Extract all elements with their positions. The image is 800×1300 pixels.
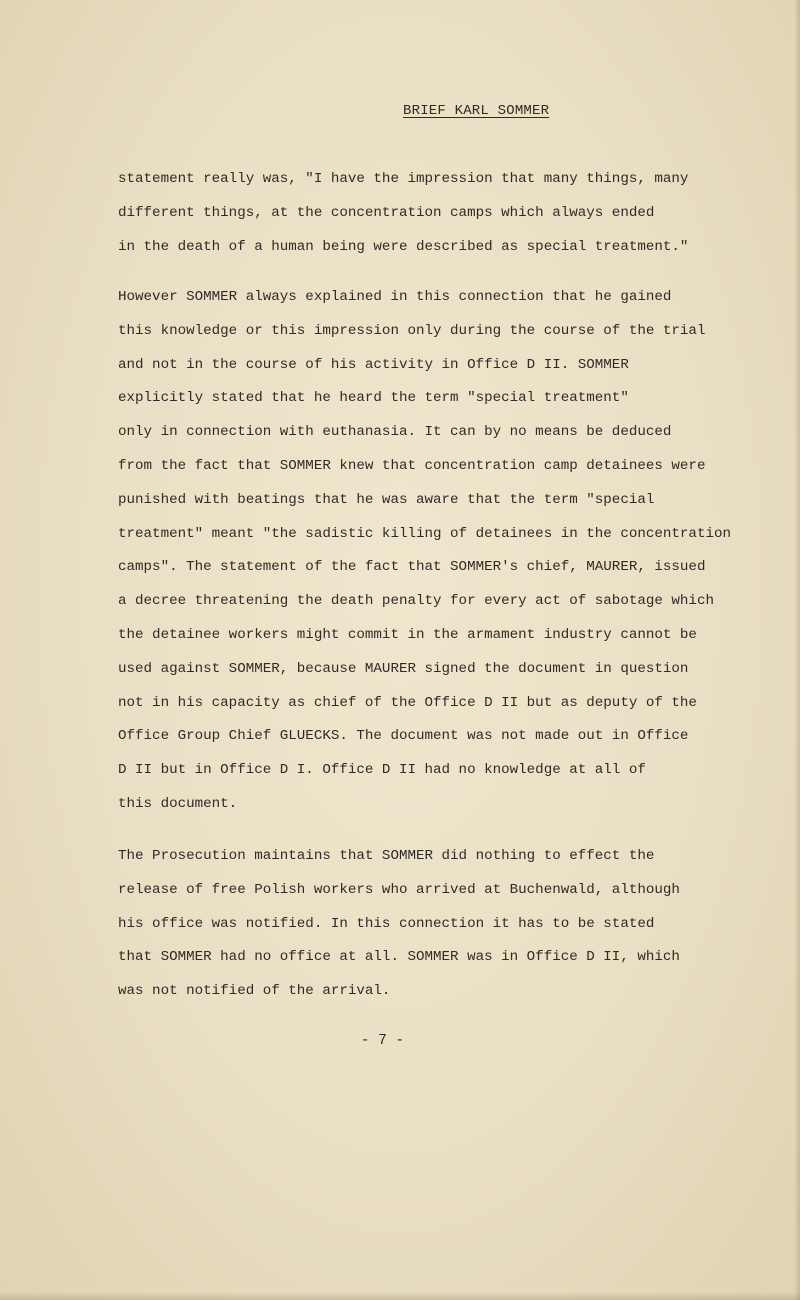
text-line: his office was notified. In this connection it has to be stated bbox=[118, 915, 655, 932]
text-line: The Prosecution maintains that SOMMER did nothing to effect the bbox=[118, 848, 655, 864]
text-line: D II but in Office D I. Office D II had no knowledge at all of bbox=[118, 762, 646, 779]
text-line: release of free Polish workers who arrived at Buchenwald, although bbox=[118, 881, 680, 898]
text-line: camps". The statement of the fact that SOMMER's chief, MAURER, issued bbox=[118, 559, 706, 576]
text-line: a decree threatening the death penalty for every act of sabotage which bbox=[118, 593, 714, 610]
text-line: different things, at the concentration camps which always ended bbox=[118, 204, 655, 221]
text-line: this document. bbox=[118, 795, 238, 812]
page-edge-shadow-right bbox=[794, 0, 800, 1300]
paragraph-1 bbox=[118, 163, 688, 264]
text-line: punished with beatings that he was aware that the term "special bbox=[118, 491, 655, 508]
text-line: treatment" meant "the sadistic killing of detainees in the concentration bbox=[118, 525, 731, 542]
text-line: the detainee workers might commit in the armament industry cannot be bbox=[118, 626, 697, 643]
document-header-title: BRIEF KARL SOMMER bbox=[403, 103, 550, 119]
text-line: from the fact that SOMMER knew that concentration camp detainees were bbox=[118, 457, 706, 474]
paragraph-3 bbox=[118, 840, 680, 1009]
text-line: explicitly stated that he heard the term "special treatment" bbox=[118, 390, 629, 407]
text-line: used against SOMMER, because MAURER signed the document in question bbox=[118, 660, 689, 677]
text-line: that SOMMER had no office at all. SOMMER was in Office D II, which bbox=[118, 949, 680, 966]
text-line: in the death of a human being were described as special treatment." bbox=[118, 238, 689, 255]
text-line: However SOMMER always explained in this connection that he gained bbox=[118, 289, 672, 305]
page-edge-shadow-bottom bbox=[0, 1292, 800, 1300]
text-line: was not notified of the arrival. bbox=[118, 983, 391, 1000]
text-line: statement really was, "I have the impression that many things, many bbox=[118, 171, 689, 187]
paragraph-2 bbox=[118, 281, 731, 822]
text-line: Office Group Chief GLUECKS. The document was not made out in Office bbox=[118, 728, 689, 745]
text-line: this knowledge or this impression only during the course of the trial bbox=[118, 322, 706, 339]
text-line: only in connection with euthanasia. It can by no means be deduced bbox=[118, 424, 672, 441]
text-line: and not in the course of his activity in Office D II. SOMMER bbox=[118, 356, 629, 373]
text-line: not in his capacity as chief of the Office D II but as deputy of the bbox=[118, 694, 697, 711]
page-number: - 7 - bbox=[360, 1033, 405, 1049]
